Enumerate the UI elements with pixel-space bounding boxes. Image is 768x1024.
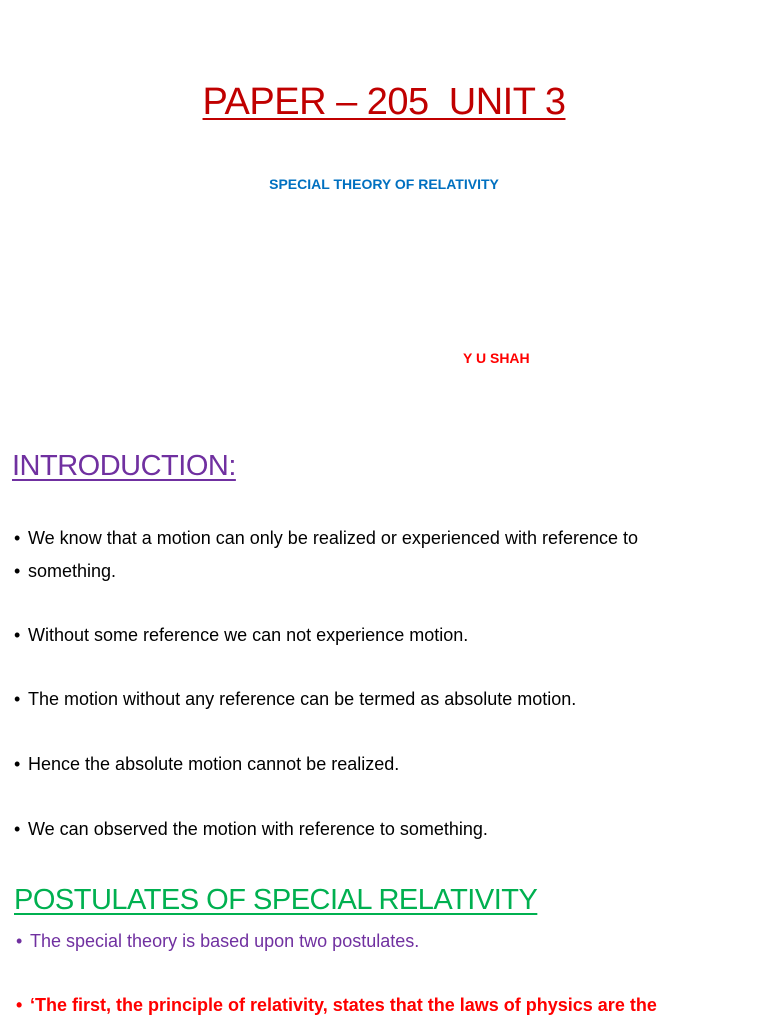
page-subtitle: SPECIAL THEORY OF RELATIVITY [269, 176, 499, 192]
bullet-icon: • [14, 754, 21, 774]
bullet-icon: • [14, 561, 21, 581]
bullet-icon: • [14, 689, 21, 709]
list-item-text: Hence the absolute motion cannot be realized. [28, 754, 400, 774]
bullet-icon: • [14, 819, 21, 839]
page-title: PAPER – 205 UNIT 3 [202, 81, 566, 123]
bullet-icon: • [14, 528, 21, 548]
introduction-heading: INTRODUCTION: [12, 450, 236, 482]
list-item [16, 929, 419, 953]
bullet-icon: • [16, 995, 23, 1015]
author-name: Y U SHAH [463, 350, 530, 366]
list-item [14, 559, 116, 583]
list-item-text: something. [28, 561, 117, 581]
list-item [14, 817, 488, 841]
list-item [14, 623, 468, 647]
list-item-text: ‘The first, the principle of relativity, states that the laws of physics are the [30, 995, 657, 1015]
postulates-heading: POSTULATES OF SPECIAL RELATIVITY [14, 884, 538, 916]
list-item-text: We know that a motion can only be realized or experienced with reference to [28, 528, 639, 548]
list-item-text: Without some reference we can not experience motion. [28, 625, 469, 645]
list-item-text: We can observed the motion with reference to something. [28, 819, 488, 839]
list-item [14, 687, 576, 711]
bullet-icon: • [16, 931, 23, 951]
list-item-text: The special theory is based upon two postulates. [30, 931, 420, 951]
list-item [14, 526, 638, 550]
bullet-icon: • [14, 625, 21, 645]
list-item [16, 993, 657, 1017]
list-item [14, 752, 399, 776]
list-item-text: The motion without any reference can be termed as absolute motion. [28, 689, 577, 709]
